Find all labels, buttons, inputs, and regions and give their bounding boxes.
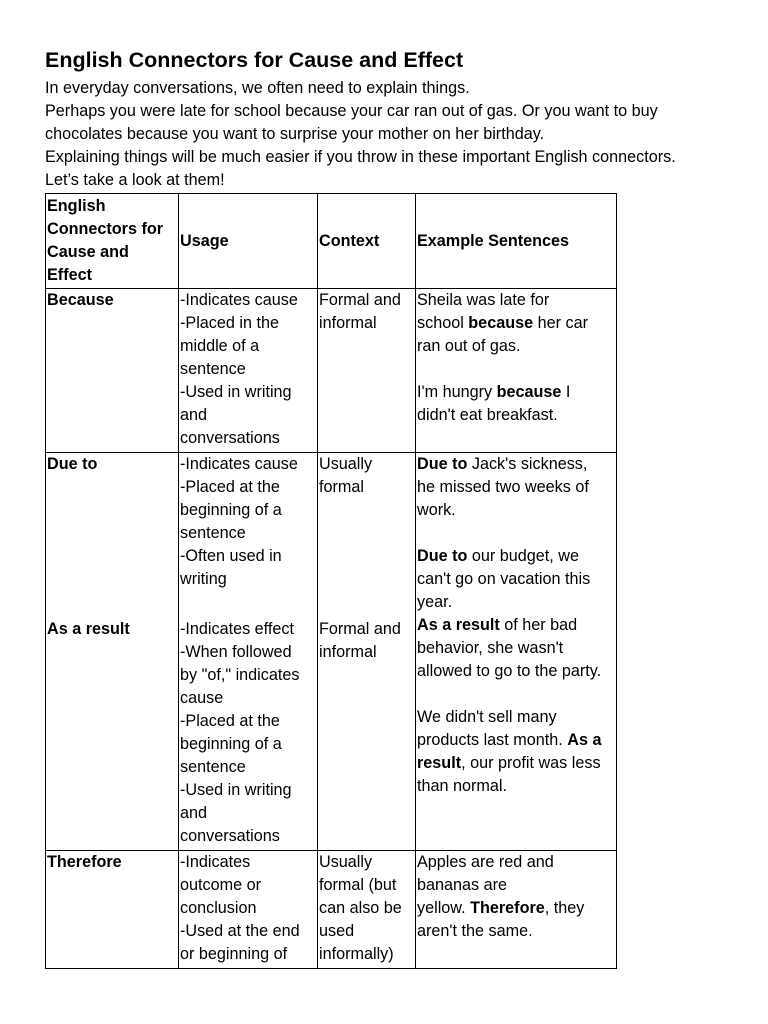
example-connector: Due to: [417, 455, 468, 473]
example-line: [417, 381, 616, 404]
usage-line: -Used at the end: [180, 922, 300, 940]
example-text: school: [417, 314, 469, 332]
usage-line: or beginning of: [180, 945, 288, 963]
context-cell: [318, 851, 416, 969]
example-line: allowed to go to the party.: [417, 662, 602, 680]
example-line: [417, 729, 616, 752]
connector-term: Due to: [47, 455, 98, 473]
table-row: [46, 453, 617, 851]
usage-cell: [179, 289, 318, 453]
header-examples: Example Sentences: [416, 194, 617, 289]
usage-line: -Placed in the: [180, 314, 279, 332]
connector-cell: [46, 453, 179, 851]
usage-line: conversations: [180, 827, 280, 845]
spacer: [47, 568, 178, 591]
example-text: I'm hungry: [417, 383, 497, 401]
spacer: [417, 358, 616, 381]
spacer: [47, 591, 178, 618]
context-cell: [318, 453, 416, 851]
spacer: [319, 545, 415, 568]
example-line: year.: [417, 593, 453, 611]
usage-line: -Indicates cause: [180, 455, 298, 473]
usage-line: middle of a: [180, 337, 260, 355]
usage-line: -Often used in: [180, 547, 282, 565]
intro-line: Perhaps you were late for school because your car ran out of gas. Or you want to buy: [45, 102, 658, 120]
usage-line: conversations: [180, 429, 280, 447]
usage-line: -Used in writing: [180, 383, 292, 401]
usage-line: writing: [180, 570, 227, 588]
example-line: aren't the same.: [417, 922, 533, 940]
usage-line: beginning of a: [180, 735, 282, 753]
table-row: [46, 289, 617, 453]
usage-line: conclusion: [180, 899, 257, 917]
context-line: informal: [319, 643, 377, 661]
usage-line: -Indicates effect: [180, 620, 294, 638]
spacer: [47, 476, 178, 499]
table-row: [46, 851, 617, 969]
context-cell: [318, 289, 416, 453]
spacer: [319, 591, 415, 618]
usage-line: cause: [180, 689, 224, 707]
spacer: [47, 522, 178, 545]
spacer: [47, 545, 178, 568]
page-title: English Connectors for Cause and Effect: [45, 48, 464, 72]
example-line: [417, 752, 616, 775]
example-connector: Therefore: [470, 899, 545, 917]
intro-line: chocolates because you want to surprise your mother on her birthday.: [45, 125, 545, 143]
context-line: formal: [319, 478, 364, 496]
example-line: can't go on vacation this: [417, 570, 591, 588]
intro-line: Explaining things will be much easier if you throw in these important English connectors.: [45, 148, 676, 166]
example-text: I: [561, 383, 571, 401]
spacer: [47, 499, 178, 522]
context-line: Usually: [319, 455, 373, 473]
example-connector: Due to: [417, 547, 468, 565]
example-line: Sheila was late for: [417, 291, 550, 309]
usage-line: by "of," indicates: [180, 666, 300, 684]
connectors-table: [45, 193, 617, 969]
example-text: her car: [533, 314, 588, 332]
connector-term: Therefore: [46, 851, 179, 969]
example-line: [417, 614, 616, 637]
usage-cell: [179, 453, 318, 851]
example-text: of her bad: [499, 616, 578, 634]
example-text: , our profit was less: [461, 754, 601, 772]
example-line: didn't eat breakfast.: [417, 406, 558, 424]
table-header-row: [46, 194, 617, 289]
usage-line: outcome or: [180, 876, 261, 894]
example-text: yellow.: [417, 899, 471, 917]
header-line: Effect: [47, 266, 92, 284]
context-line: Usually: [319, 853, 373, 871]
example-connector: because: [496, 383, 562, 401]
example-line: Apples are red and: [417, 853, 554, 871]
context-line: Formal and: [319, 620, 401, 638]
example-text: our budget, we: [467, 547, 579, 565]
examples-cell: [416, 289, 617, 453]
usage-line: -Indicates cause: [180, 291, 298, 309]
example-line: [417, 897, 616, 920]
usage-line: and: [180, 406, 208, 424]
example-connector: As a result: [417, 616, 500, 634]
spacer: [319, 522, 415, 545]
intro-line: In everyday conversations, we often need to explain things.: [45, 79, 470, 97]
example-text: , they: [544, 899, 585, 917]
example-line: than normal.: [417, 777, 507, 795]
usage-line: -Placed at the: [180, 712, 280, 730]
example-line: behavior, she wasn't: [417, 639, 564, 657]
usage-line: -Indicates: [180, 853, 251, 871]
spacer: [180, 591, 317, 618]
header-connector: [46, 194, 179, 289]
header-line: Cause and: [47, 243, 129, 261]
usage-line: sentence: [180, 524, 246, 542]
example-line: work.: [417, 501, 456, 519]
intro-text: [45, 77, 745, 192]
header-line: Connectors for: [47, 220, 164, 238]
example-connector: result: [417, 754, 462, 772]
example-line: [417, 312, 616, 335]
spacer: [319, 499, 415, 522]
example-line: ran out of gas.: [417, 337, 521, 355]
example-line: bananas are: [417, 876, 508, 894]
example-text: Jack's sickness,: [467, 455, 588, 473]
example-connector: As a: [567, 731, 602, 749]
usage-line: -When followed: [180, 643, 292, 661]
spacer: [319, 568, 415, 591]
connector-term: Because: [46, 289, 179, 453]
usage-cell: [179, 851, 318, 969]
context-line: used: [319, 922, 355, 940]
spacer: [417, 522, 616, 545]
usage-line: -Used in writing: [180, 781, 292, 799]
header-line: English: [47, 197, 106, 215]
usage-line: sentence: [180, 758, 246, 776]
examples-cell: [416, 453, 617, 851]
usage-line: beginning of a: [180, 501, 282, 519]
context-line: can also be: [319, 899, 402, 917]
context-line: Formal and: [319, 291, 401, 309]
spacer: [417, 683, 616, 706]
example-text: products last month.: [417, 731, 568, 749]
example-line: he missed two weeks of: [417, 478, 589, 496]
context-line: informal: [319, 314, 377, 332]
header-context: Context: [318, 194, 416, 289]
context-line: informally): [319, 945, 394, 963]
usage-line: sentence: [180, 360, 246, 378]
examples-cell: [416, 851, 617, 969]
example-line: We didn't sell many: [417, 708, 557, 726]
usage-line: -Placed at the: [180, 478, 280, 496]
intro-line: Let’s take a look at them!: [45, 171, 225, 189]
connector-term: As a result: [47, 620, 130, 638]
example-line: [417, 545, 616, 568]
context-line: formal (but: [319, 876, 397, 894]
example-line: [417, 453, 616, 476]
header-usage: Usage: [179, 194, 318, 289]
usage-line: and: [180, 804, 208, 822]
example-connector: because: [468, 314, 534, 332]
